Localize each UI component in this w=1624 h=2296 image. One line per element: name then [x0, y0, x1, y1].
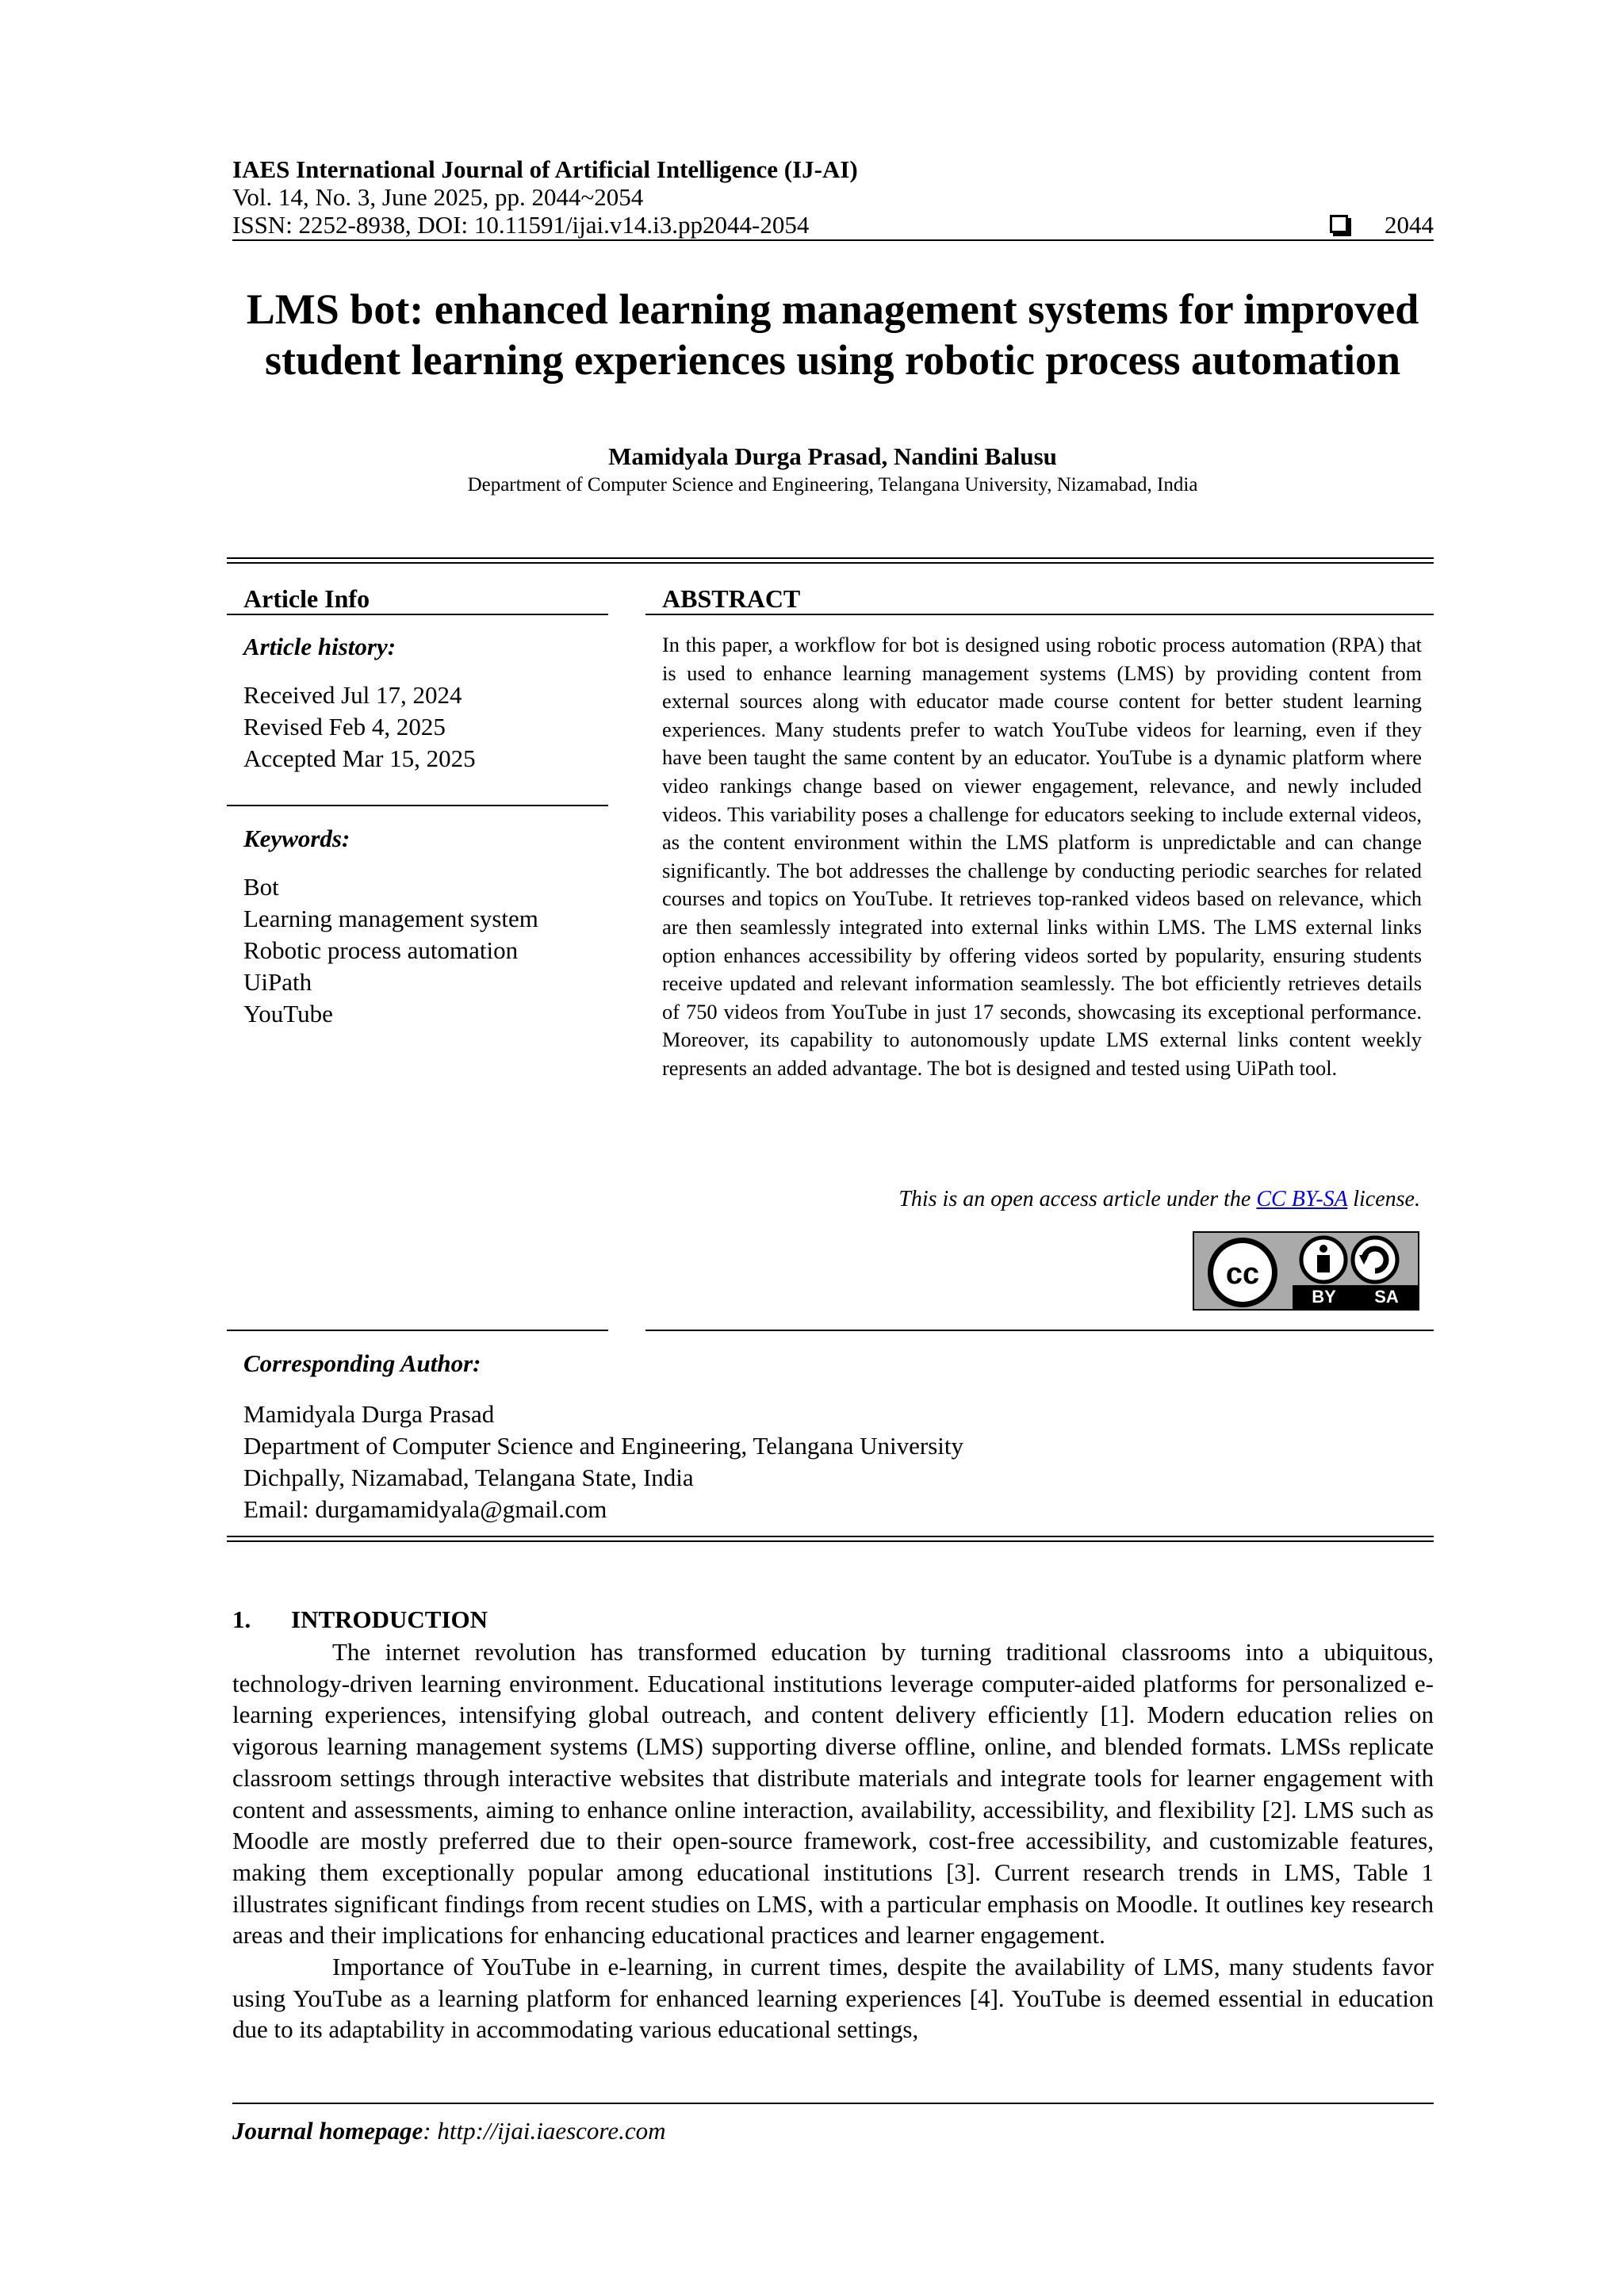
article-info-heading: Article Info	[243, 584, 370, 613]
header-rule	[232, 239, 1434, 241]
keywords-list	[243, 871, 538, 1030]
keywords-heading: Keywords:	[243, 825, 350, 852]
license-prefix: This is an open access article under the	[898, 1187, 1257, 1211]
license-suffix: license.	[1347, 1187, 1420, 1211]
info-head-rule	[227, 614, 608, 615]
keyword-item: Bot	[243, 873, 279, 901]
corresponding-name: Mamidyala Durga Prasad	[243, 1400, 495, 1428]
abstract-heading: ABSTRACT	[662, 584, 801, 613]
abstract-bottom-rule	[645, 1330, 1434, 1331]
page-number: 2044	[1385, 211, 1434, 239]
intro-paragraph-1: The internet revolution has transformed education by turning traditional classrooms into a ubiquitous, technology-driven learning environment. Educational institutions leverage computer-aided platforms for personalized e-learning experiences, intensifying global outreach, and content delivery efficiently [1]. Modern education relies on vigorous learning management systems (LMS) supporting diverse offline, online, and blended formats. LMSs replicate classroom settings through interactive websites that distribute materials and integrate tools for learner engagement with content and assessments, aiming to enhance online interaction, availability, accessibility, and flexibility [2]. LMS such as Moodle are mostly preferred due to their open-source framework, cost-free accessibility, and customizable features, making them exceptionally popular among educational institutions [3]. Current research trends in LMS, Table 1 illustrates significant findings from recent studies on LMS, with a particular emphasis on Moodle. It outlines key research areas and their implications for enhancing educational practices and learner engagement.	[232, 1638, 1434, 1950]
history-list	[243, 679, 476, 775]
history-heading: Article history:	[243, 633, 396, 660]
corresponding-dept: Department of Computer Science and Engineering, Telangana University	[243, 1432, 964, 1460]
cc-by-sa-badge[interactable]	[1193, 1231, 1419, 1311]
history-rule	[227, 805, 608, 806]
infobox-bottom-rule-2	[227, 1540, 1434, 1542]
journal-name: IAES International Journal of Artificial Intelligence (IJ-AI)	[232, 155, 858, 183]
introduction-body	[232, 1636, 1434, 2045]
affiliation: Department of Computer Science and Engineering, Telangana University, Nizamabad, India	[467, 474, 1198, 496]
authors: Mamidyala Durga Prasad, Nandini Balusu	[608, 442, 1057, 470]
footer	[232, 2117, 665, 2145]
intro-paragraph-2: Importance of YouTube in e-learning, in current times, despite the availability of LMS, many students favor using YouTube as a learning platform for enhanced learning experiences [4]. YouTube is deemed essential in education due to its adaptability in accommodating various educational settings,	[232, 1953, 1434, 2044]
abstract-head-rule	[645, 614, 1434, 615]
section-title: INTRODUCTION	[291, 1605, 488, 1633]
history-revised: Revised Feb 4, 2025	[243, 713, 446, 740]
history-accepted: Accepted Mar 15, 2025	[243, 744, 476, 772]
svg-text:cc: cc	[1225, 1257, 1260, 1291]
journal-header	[232, 155, 1434, 239]
history-received: Received Jul 17, 2024	[243, 681, 462, 709]
introduction-heading	[232, 1605, 488, 1634]
footer-rule	[232, 2103, 1434, 2104]
keyword-item: UiPath	[243, 968, 312, 996]
info-bottom-rule	[227, 1330, 608, 1331]
corresponding-address: Dichpally, Nizamabad, Telangana State, India	[243, 1464, 694, 1491]
section-number: 1.	[232, 1605, 251, 1633]
keyword-item: Learning management system	[243, 905, 538, 932]
keyword-item: YouTube	[243, 1000, 333, 1027]
infobox-top-rule	[227, 557, 1434, 559]
badge-sa: SA	[1374, 1287, 1399, 1307]
footer-url[interactable]: : http://ijai.iaescore.com	[423, 2117, 666, 2145]
infobox-bottom-rule	[227, 1536, 1434, 1537]
license-link[interactable]: CC BY-SA	[1256, 1187, 1348, 1211]
journal-volume: Vol. 14, No. 3, June 2025, pp. 2044~2054	[232, 183, 644, 211]
corresponding-details	[243, 1399, 963, 1525]
title-line-1: LMS bot: enhanced learning management systems for improved	[246, 285, 1419, 333]
journal-issn: ISSN: 2252-8938, DOI: 10.11591/ijai.v14.i3.pp2044-2054	[232, 211, 810, 239]
badge-label-bar	[1293, 1285, 1418, 1309]
corresponding-email: Email: durgamamidyala@gmail.com	[243, 1495, 607, 1523]
abstract-text: In this paper, a workflow for bot is designed using robotic process automation (RPA) that is used to enhance learning management systems (LMS) by providing content from external sources along with educator made course content for better student learning experiences. Many students prefer to watch YouTube videos for learning, even if they have been taught the same content by an educator. YouTube is a dynamic platform where video rankings change based on viewer engagement, relevance, and newly included videos. This variability poses a challenge for educators seeking to include external videos, as the content environment within the LMS platform is unpredictable and can change significantly. The bot addresses the challenge by conducting periodic searches for related courses and topics on YouTube. It retrieves top-ranked videos based on relevance, which are then seamlessly integrated into external links within LMS. The LMS external links option enhances accessibility by offering videos sorted by popularity, ensuring students receive updated and relevant information seamlessly. The bot efficiently retrieves details of 750 videos from YouTube in just 17 seconds, showcasing its exceptional performance. Moreover, its capability to autonomously update LMS external links content weekly represents an added advantage. The bot is designed and tested using UiPath tool.	[662, 633, 1422, 1080]
keyword-item: Robotic process automation	[243, 936, 519, 964]
title-line-2: student learning experiences using robotic process automation	[264, 336, 1400, 384]
square-bullet-icon	[1330, 215, 1348, 233]
infobox-top-rule-2	[227, 562, 1434, 564]
license-statement	[898, 1187, 1420, 1212]
footer-label: Journal homepage	[232, 2117, 423, 2145]
paper-title	[198, 284, 1467, 385]
corresponding-heading: Corresponding Author:	[243, 1349, 481, 1377]
badge-by: BY	[1312, 1287, 1336, 1307]
